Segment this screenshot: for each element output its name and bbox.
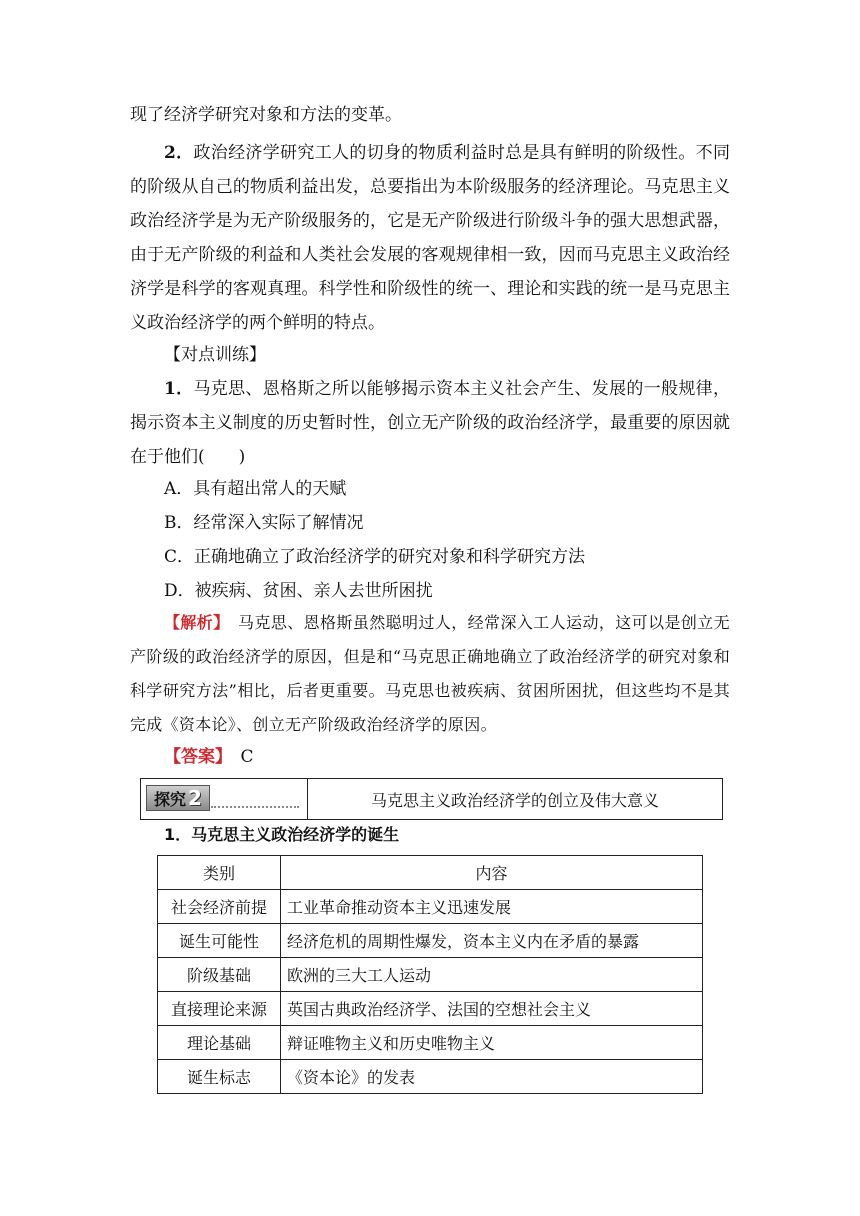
table-header-category: 类别 (158, 856, 281, 890)
table-cell-content: 欧洲的三大工人运动 (281, 958, 703, 992)
section-badge-text: 探究 (154, 789, 187, 809)
table-cell-category: 社会经济前提 (158, 890, 281, 924)
answer-label: 【答案】 (164, 747, 224, 767)
option-d: D．被疾病、贫困、亲人去世所困扰 (164, 581, 433, 601)
training-heading: 【对点训练】 (164, 345, 266, 365)
section-title: 马克思主义政治经济学的创立及伟大意义 (370, 790, 659, 810)
section-badge-cell (141, 779, 308, 819)
table-header-row (158, 856, 703, 890)
section-badge-number: 2 (188, 786, 202, 810)
section-badge (146, 785, 210, 811)
birth-info-table (157, 855, 703, 1094)
option-c: C．正确地确立了政治经济学的研究对象和科学研究方法 (164, 547, 586, 567)
table-row (158, 1060, 703, 1094)
question-number: 1． (164, 379, 194, 399)
table-cell-content: 工业革命推动资本主义迅速发展 (281, 890, 703, 924)
table-row (158, 890, 703, 924)
table-cell-category: 阶级基础 (158, 958, 281, 992)
table-cell-content: 《资本论》的发表 (281, 1060, 703, 1094)
point-2-paragraph (130, 136, 730, 340)
analysis-text: 马克思、恩格斯虽然聪明过人，经常深入工人运动，这可以是创立无产阶级的政治经济学的原因，但是和“马克思正确地确立了政治经济学的研究对象和科学研究方法”相比，后者更重要。马克思也被疾病、贫困所困扰，但这些均不是其完成《资本论》、创立无产阶级政治经济学的原因。 (130, 613, 730, 734)
table-cell-content: 英国古典政治经济学、法国的空想社会主义 (281, 992, 703, 1026)
table-cell-category: 诞生可能性 (158, 924, 281, 958)
table-header-content: 内容 (281, 856, 703, 890)
analysis-paragraph (130, 606, 730, 742)
point-2-number: 2． (164, 143, 194, 163)
point-2-text: 政治经济学研究工人的切身的物质利益时总是具有鲜明的阶级性。不同的阶级从自己的物质利益出发，总要指出为本阶级服务的经济理论。马克思主义政治经济学是为无产阶级服务的，它是无产阶级进行阶级斗争的强大思想武器，由于无产阶级的利益和人类社会发展的客观规律相一致，因而马克思主义政治经济学是科学的客观真理。科学性和阶级性的统一、理论和实践的统一是马克思主义政治经济学的两个鲜明的特点。 (130, 143, 730, 333)
answer-value: C (240, 747, 254, 767)
table-cell-content: 辩证唯物主义和历史唯物主义 (281, 1026, 703, 1060)
section-header (140, 778, 723, 820)
table-row (158, 992, 703, 1026)
dotted-line (211, 806, 299, 808)
subheading: 1．马克思主义政治经济学的诞生 (164, 825, 400, 844)
analysis-label: 【解析】 (164, 613, 222, 632)
option-a: A．具有超出常人的天赋 (164, 479, 347, 499)
table-cell-content: 经济危机的周期性爆发，资本主义内在矛盾的暴露 (281, 924, 703, 958)
table-row (158, 1026, 703, 1060)
option-b: B．经常深入实际了解情况 (164, 513, 364, 533)
table-cell-category: 直接理论来源 (158, 992, 281, 1026)
question-text: 马克思、恩格斯之所以能够揭示资本主义社会产生、发展的一般规律，揭示资本主义制度的历史暂时性，创立无产阶级的政治经济学，最重要的原因就在于他们( ) (130, 379, 730, 467)
question-paragraph (130, 372, 730, 474)
table-cell-category: 诞生标志 (158, 1060, 281, 1094)
paragraph-end: 现了经济学研究对象和方法的变革。 (130, 105, 402, 125)
table-row (158, 958, 703, 992)
table-cell-category: 理论基础 (158, 1026, 281, 1060)
answer-line (164, 740, 724, 774)
table-row (158, 924, 703, 958)
